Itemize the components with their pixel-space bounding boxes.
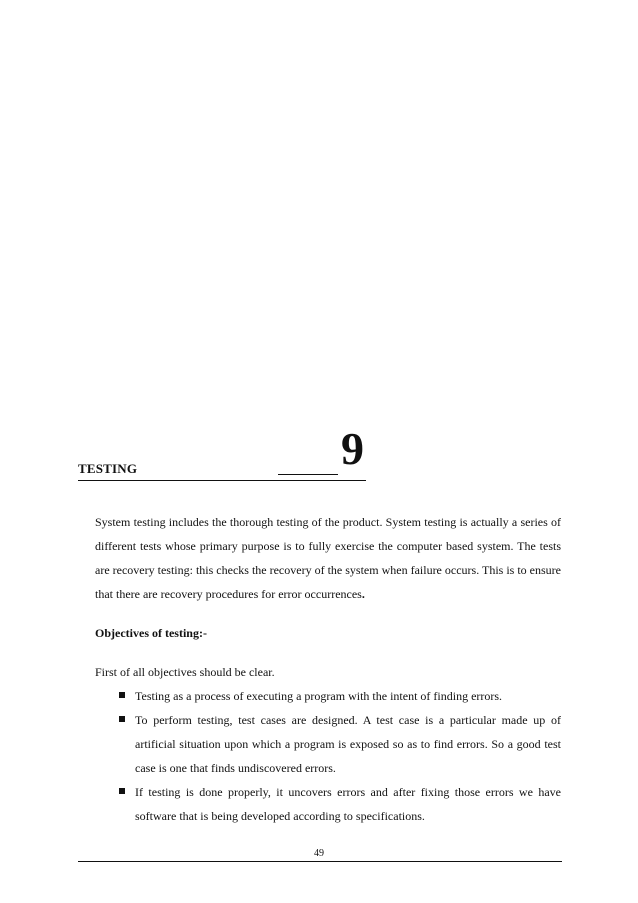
list-item	[95, 708, 561, 780]
intro-text: System testing includes the thorough testing of the product. System testing is actually a series of different tests whose primary purpose is to fully exercise the computer based system. The tests are recovery testing: this checks the recovery of the system when failure occurs. This is to ensure that there are recovery procedures for error occurrences	[95, 515, 561, 601]
intro-paragraph	[95, 510, 561, 606]
chapter-number-dash	[278, 474, 338, 475]
list-item-text: If testing is done properly, it uncovers errors and after fixing those errors we have software that is being developed according to specifications.	[135, 785, 561, 823]
footer-rule	[78, 861, 562, 862]
list-item-text: Testing as a process of executing a program with the intent of finding errors.	[135, 689, 503, 703]
objectives-list	[95, 684, 561, 828]
chapter-heading	[78, 423, 366, 480]
square-bullet-icon	[119, 788, 125, 794]
chapter-title: TESTING	[78, 461, 138, 476]
section-heading: Objectives of testing:-	[95, 626, 207, 640]
chapter-heading-rule	[78, 480, 366, 481]
list-item-text: To perform testing, test cases are designed. A test case is a particular made up of artificial situation upon which a program is exposed so as to find errors. So a good test case is one that finds undiscovered errors.	[135, 713, 561, 775]
section-lead: First of all objectives should be clear.	[95, 665, 275, 679]
chapter-body	[95, 510, 561, 828]
list-item	[95, 684, 561, 708]
square-bullet-icon	[119, 716, 125, 722]
page-number: 49	[314, 848, 324, 859]
intro-end-punctuation: .	[361, 587, 365, 601]
chapter-number: 9	[341, 423, 364, 474]
square-bullet-icon	[119, 692, 125, 698]
list-item	[95, 780, 561, 828]
